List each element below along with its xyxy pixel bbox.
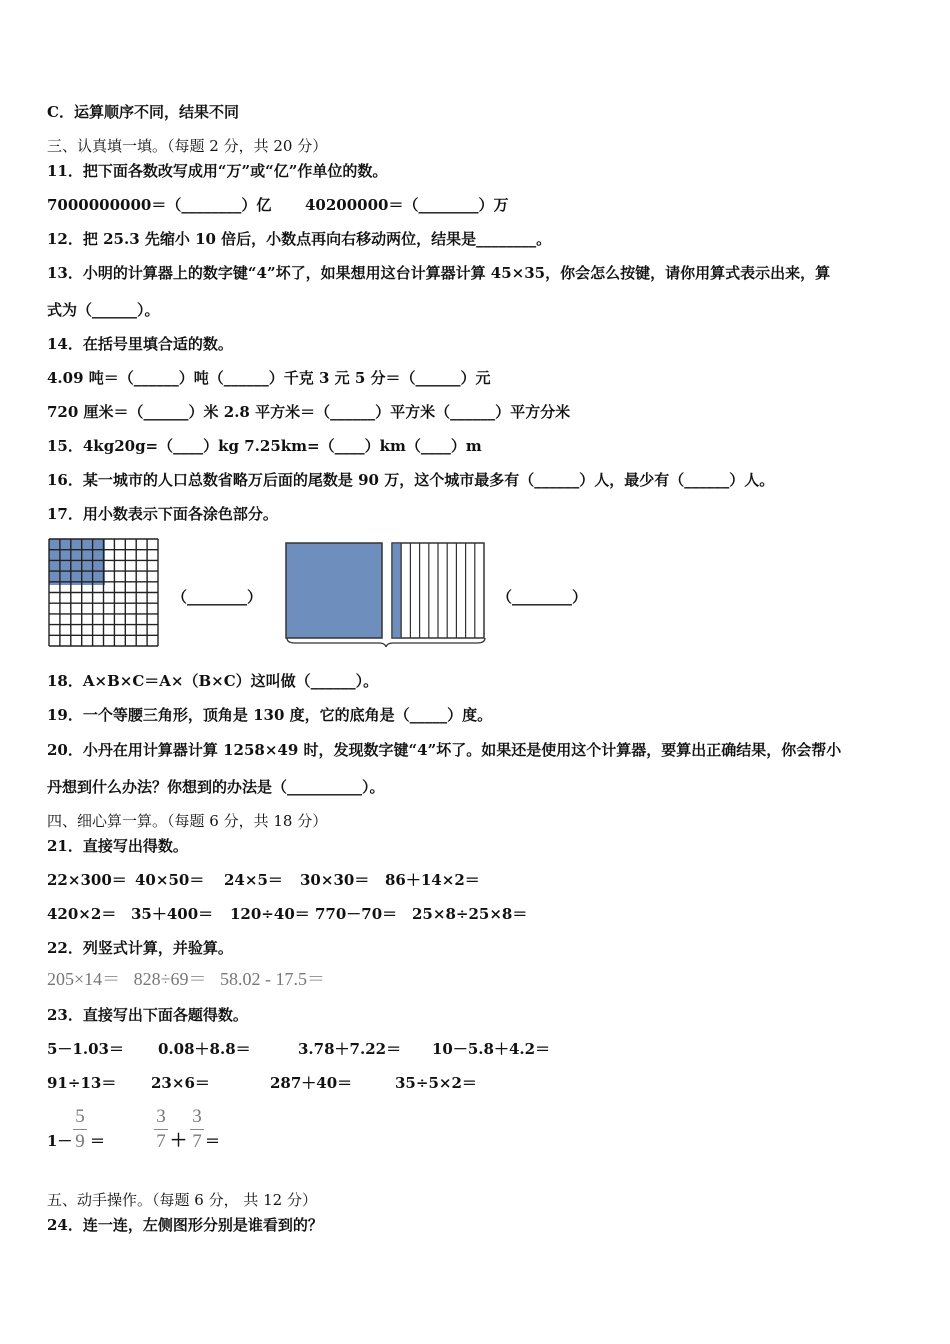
- q21-item: 40×50＝: [135, 871, 205, 889]
- q23-item: 23×6＝: [151, 1074, 210, 1092]
- question-20-line1: 20．小丹在用计算器计算 1258×49 时，发现数字键“4”坏了。如果还是使用这个计算器，要算出正确结果，你会帮小: [47, 741, 842, 759]
- q21-item: 770－70＝: [315, 905, 398, 923]
- fraction-numerator: 5: [75, 1106, 85, 1127]
- q23-item: 3.78＋7.22＝: [298, 1040, 402, 1058]
- question-21: 21．直接写出得数。: [47, 837, 188, 855]
- q21-item: 35＋400＝: [131, 905, 214, 923]
- question-24: 24．连一连，左侧图形分别是谁看到的？: [47, 1216, 323, 1234]
- fraction-denominator: 7: [156, 1131, 166, 1152]
- plus-sign: ＋: [170, 1131, 187, 1151]
- fraction-bar: [73, 1129, 87, 1130]
- fraction-numerator: 3: [156, 1106, 166, 1127]
- question-13-line2: 式为（______）。: [47, 301, 160, 319]
- q23-item: 5－1.03＝: [47, 1040, 124, 1058]
- full-shaded-square: [286, 543, 382, 638]
- fraction-denominator: 9: [75, 1131, 85, 1152]
- q21-item: 22×300＝: [47, 871, 127, 889]
- grid-shaded-region: [49, 539, 105, 585]
- question-18: 18．A×B×C＝A×（B×C）这叫做（______）。: [47, 672, 379, 690]
- q22-expressions: 205×14＝ 828÷69＝ 58.02 - 17.5＝: [47, 969, 326, 989]
- q21-item: 120÷40＝: [230, 905, 310, 923]
- grouping-brace: [287, 638, 485, 647]
- fraction-numerator: 3: [192, 1106, 202, 1127]
- section-3-title: 三、认真填一填。（每题 2 分，共 20 分）: [47, 137, 328, 155]
- option-c: C．运算顺序不同，结果不同: [47, 103, 239, 121]
- q23-item: 35÷5×2＝: [395, 1074, 477, 1092]
- question-22: 22．列竖式计算，并验算。: [47, 939, 233, 957]
- equals-sign: ＝: [205, 1132, 221, 1150]
- shaded-strip: [392, 543, 401, 638]
- square-and-strips-figure: [285, 541, 487, 647]
- section-4-title: 四、细心算一算。（每题 6 分，共 18 分）: [47, 812, 328, 830]
- q23-item: 0.08＋8.8＝: [158, 1040, 251, 1058]
- question-14: 14．在括号里填合适的数。: [47, 335, 233, 353]
- fraction-denominator: 7: [192, 1131, 202, 1152]
- fraction-5-9: [72, 1106, 88, 1153]
- q14-line-a: 4.09 吨＝（______）吨（______）千克 3 元 5 分＝（______）元: [47, 369, 491, 387]
- fraction-3-7-a: [153, 1106, 169, 1153]
- question-20-line2: 丹想到什么办法？你想到的办法是（__________）。: [47, 778, 385, 796]
- question-12: 12．把 25.3 先缩小 10 倍后，小数点再向右移动两位，结果是________。: [47, 230, 552, 248]
- question-19: 19．一个等腰三角形，顶角是 130 度，它的底角是（_____）度。: [47, 706, 493, 724]
- q17-answer-blank-2[interactable]: （________）: [497, 588, 588, 606]
- fraction-bar: [190, 1129, 204, 1130]
- q23-item: 91÷13＝: [47, 1074, 117, 1092]
- section-5-title: 五、动手操作。（每题 6 分， 共 12 分）: [47, 1191, 317, 1209]
- q21-item: 86＋14×2＝: [385, 871, 480, 889]
- q17-answer-blank-1[interactable]: （________）: [172, 588, 263, 606]
- q23-item: 10－5.8＋4.2＝: [432, 1040, 551, 1058]
- question-13-line1: 13．小明的计算器上的数字键“4”坏了，如果想用这台计算器计算 45×35，你会怎么按键，请你用算式表示出来，算: [47, 264, 831, 282]
- q11-part-a: 7000000000＝（________）亿: [47, 196, 272, 214]
- hundred-grid-figure: [47, 537, 159, 647]
- question-16: 16．某一城市的人口总数省略万后面的尾数是 90 万，这个城市最多有（______）人，最少有（______）人。: [47, 471, 775, 489]
- fraction-bar: [154, 1129, 168, 1130]
- question-11: 11．把下面各数改写成用“万”或“亿”作单位的数。: [47, 162, 388, 180]
- q23-fraction-expr-1-prefix: 1－: [47, 1132, 73, 1150]
- question-15: 15．4kg20g=（____）kg 7.25km=（____）km（____）m: [47, 437, 482, 455]
- q21-item: 30×30＝: [300, 871, 370, 889]
- q14-line-b: 720 厘米＝（______）米 2.8 平方米＝（______）平方米（______）平方分米: [47, 403, 571, 421]
- q21-item: 24×5＝: [224, 871, 283, 889]
- equals-sign: ＝: [90, 1132, 106, 1150]
- q21-item: 420×2＝: [47, 905, 117, 923]
- question-23: 23．直接写出下面各题得数。: [47, 1006, 248, 1024]
- fraction-3-7-b: [189, 1106, 205, 1153]
- q23-item: 287＋40＝: [270, 1074, 353, 1092]
- q11-part-b: 40200000＝（________）万: [305, 196, 509, 214]
- question-17: 17．用小数表示下面各涂色部分。: [47, 505, 278, 523]
- q21-item: 25×8÷25×8＝: [412, 905, 528, 923]
